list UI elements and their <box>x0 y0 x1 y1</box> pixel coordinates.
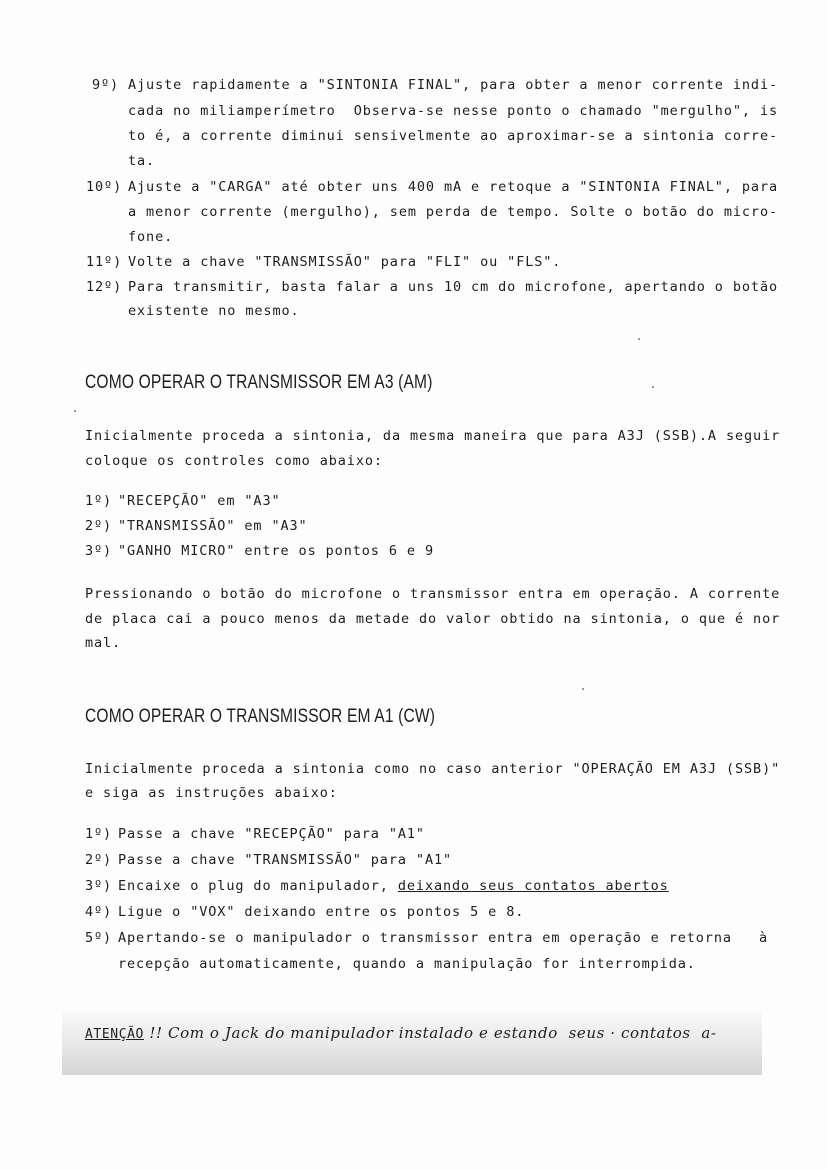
step-number: 9º) <box>92 77 120 93</box>
step-text: recepção automaticamente, quando a manipulação for interrompida. <box>118 956 696 972</box>
step-text <box>118 877 669 895</box>
attention-note <box>85 1024 717 1042</box>
step-number: 2º) <box>85 518 113 534</box>
step-text: Ajuste a "CARGA" até obter uns 400 mA e retoque a "SINTONIA FINAL", para <box>128 179 778 195</box>
step-text: "RECEPÇÃO" em "A3" <box>118 493 281 509</box>
section-heading-cw: COMO OPERAR O TRANSMISSOR EM A1 (CW) <box>85 706 436 727</box>
section-heading-am: COMO OPERAR O TRANSMISSOR EM A3 (AM) <box>85 372 433 393</box>
step-text: to é, a corrente diminui sensivelmente ao aproximar-se a sintonia corre- <box>128 128 778 144</box>
step-text: Apertando-se o manipulador o transmissor entra em operação e retorna à <box>118 930 768 946</box>
paragraph-line: e siga as instruções abaixo: <box>85 785 338 801</box>
step-text: Ligue o "VOX" deixando entre os pontos 5 e 8. <box>118 904 525 920</box>
step-number: 2º) <box>85 852 113 868</box>
step-text: a menor corrente (mergulho), sem perda de tempo. Solte o botão do micro- <box>128 204 778 220</box>
step-text: cada no miliamperímetro Observa-se nesse ponto o chamado "mergulho", is <box>128 103 778 119</box>
step-number: 3º) <box>85 543 113 559</box>
step-text: Volte a chave "TRANSMISSÃO" para "FLI" ou "FLS". <box>128 254 562 270</box>
step-number: 1º) <box>85 826 113 842</box>
step-text: Ajuste rapidamente a "SINTONIA FINAL", para obter a menor corrente indi- <box>128 77 778 93</box>
paragraph-line: coloque os controles como abaixo: <box>85 453 383 469</box>
step-text: "GANHO MICRO" entre os pontos 6 e 9 <box>118 543 434 559</box>
step-text: Passe a chave "RECEPÇÃO" para "A1" <box>118 826 425 842</box>
scan-shadow <box>62 1010 762 1075</box>
scan-speck <box>638 338 640 340</box>
attention-label: ATENÇÃO <box>85 1027 144 1042</box>
step-number: 5º) <box>85 930 113 946</box>
scan-speck <box>74 410 76 412</box>
paragraph-line: Pressionando o botão do microfone o transmissor entra em operação. A corrente <box>85 586 781 602</box>
step-number: 12º) <box>86 279 123 295</box>
step-text: "TRANSMISSÃO" em "A3" <box>118 518 308 534</box>
step-text-plain: Encaixe o plug do manipulador, <box>118 878 398 894</box>
step-text: fone. <box>128 229 174 245</box>
step-number: 3º) <box>85 878 113 894</box>
scan-speck <box>652 386 654 388</box>
step-text: existente no mesmo. <box>128 303 300 319</box>
paragraph-line: Inicialmente proceda a sintonia, da mesma maneira que para A3J (SSB).A seguir <box>85 428 781 444</box>
step-text: Para transmitir, basta falar a uns 10 cm do microfone, apertando o botão <box>128 279 778 295</box>
step-text-underlined: deixando seus contatos abertos <box>397 878 669 894</box>
step-text: Passe a chave "TRANSMISSÃO" para "A1" <box>118 852 453 868</box>
paragraph-line: Inicialmente proceda a sintonia como no caso anterior "OPERAÇÃO EM A3J (SSB)" <box>85 761 781 777</box>
step-number: 11º) <box>86 254 123 270</box>
step-text: ta. <box>128 153 156 169</box>
paragraph-line: de placa cai a pouco menos da metade do valor obtido na sintonia, o que é nor <box>85 611 781 627</box>
step-number: 10º) <box>86 179 123 195</box>
attention-text: !! Com o Jack do manipulador instalado e estando seus · contatos a- <box>144 1024 717 1042</box>
step-number: 1º) <box>85 493 113 509</box>
scan-speck <box>582 688 584 690</box>
paragraph-line: mal. <box>85 635 122 651</box>
step-number: 4º) <box>85 904 113 920</box>
